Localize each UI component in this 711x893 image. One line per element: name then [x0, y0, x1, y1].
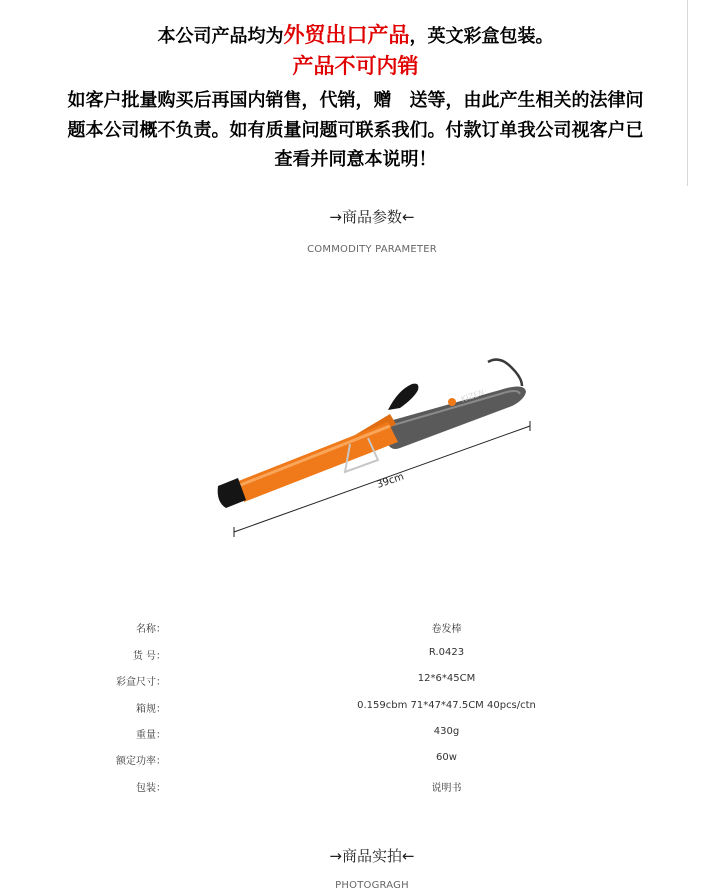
- power-cord: [488, 360, 522, 386]
- param-row-name: 名称： 卷发棒: [136, 624, 462, 635]
- dimension-label: 39cm: [375, 471, 406, 491]
- export-product-highlight: 外贸出口产品: [283, 23, 410, 47]
- param-row-power: 额定功率： 60w: [116, 752, 457, 767]
- photo-section-title: →商品实拍←: [329, 847, 415, 865]
- notice-line-1: 本公司产品均为外贸出口产品，英文彩盒包装。: [157, 23, 554, 47]
- curling-iron-illustration: [200, 340, 540, 550]
- params-section-subtitle: COMMODITY PARAMETER: [307, 244, 437, 255]
- param-row-package: 包装： 说明书: [136, 783, 462, 794]
- notice-line-3: 如客户批量购买后再国内销售，代销，赠 送等，由此产生相关的法律问: [67, 90, 644, 111]
- clamp-lever: [388, 384, 418, 410]
- param-row-sku: 货 号： R.0423: [132, 647, 465, 662]
- power-button-icon: [448, 398, 456, 406]
- photo-section-subtitle: PHOTOGRAGH: [335, 880, 409, 891]
- param-row-carton: 箱规： 0.159cbm 71*47*47.5CM 40pcs/ctn: [136, 700, 536, 715]
- brand-text: KIZEN: [459, 387, 486, 404]
- param-row-box-size: 彩盒尺寸： 12*6*45CM: [116, 673, 476, 688]
- product-image: [200, 340, 540, 554]
- param-row-weight: 重量： 430g: [136, 726, 460, 741]
- notice-line-5: 查看并同意本说明！: [274, 149, 437, 170]
- notice-line-2: 产品不可内销: [292, 54, 419, 78]
- params-section-title: →商品参数←: [329, 208, 415, 226]
- divider: [687, 0, 688, 186]
- notice-line-4: 题本公司概不负责。如有质量问题可联系我们。付款订单我公司视客户已: [67, 120, 644, 141]
